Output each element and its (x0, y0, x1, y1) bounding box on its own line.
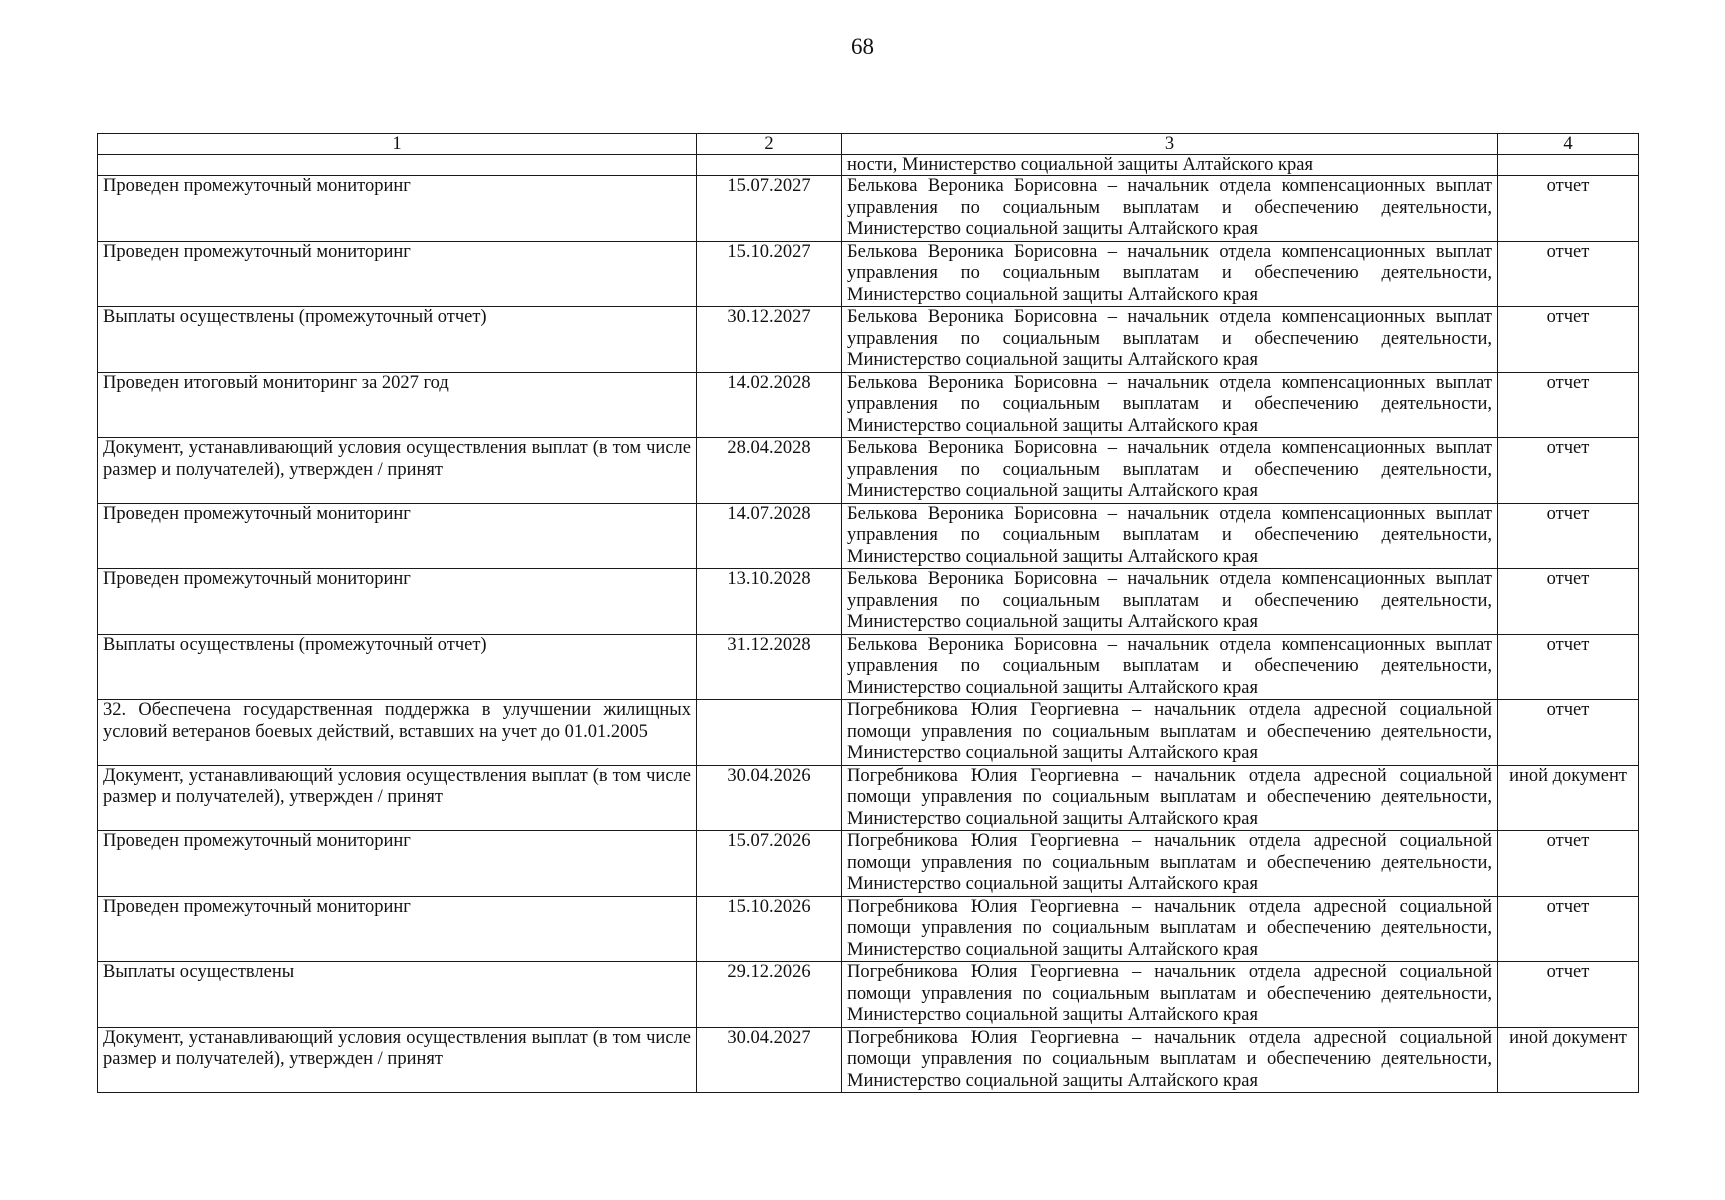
cell-doc-type: отчет (1498, 438, 1639, 504)
cell-doc-type: отчет (1498, 241, 1639, 307)
cell-responsible: Белькова Вероника Борисовна – начальник отдела компенсационных выплат управления по социальным выплатам и обеспечению деятельности, Министерство социальной защиты Алтайского края (842, 372, 1498, 438)
cell-responsible: Погребникова Юлия Георгиевна – начальник отдела адресной социальной помощи управления по социальным выплатам и обеспечению деятельности, Министерство социальной защиты Алтайского края (842, 765, 1498, 831)
schedule-table (97, 133, 1639, 1093)
cell-doc-type: отчет (1498, 372, 1639, 438)
cell-result: Документ, устанавливающий условия осуществления выплат (в том числе размер и получателей), утвержден / принят (98, 765, 697, 831)
table-row (98, 569, 1639, 635)
cell-responsible: ности, Министерство социальной защиты Алтайского края (842, 155, 1498, 176)
page-number: 68 (851, 34, 874, 59)
continuation-row (98, 155, 1639, 176)
cell-date: 28.04.2028 (697, 438, 842, 504)
table-row (98, 176, 1639, 242)
cell-responsible: Погребникова Юлия Георгиевна – начальник отдела адресной социальной помощи управления по социальным выплатам и обеспечению деятельности, Министерство социальной защиты Алтайского края (842, 700, 1498, 766)
table-row (98, 634, 1639, 700)
table-row (98, 765, 1639, 831)
table-header (98, 134, 1639, 155)
cell-doc-type: отчет (1498, 831, 1639, 897)
cell-date: 14.07.2028 (697, 503, 842, 569)
cell-responsible: Белькова Вероника Борисовна – начальник отдела компенсационных выплат управления по социальным выплатам и обеспечению деятельности, Министерство социальной защиты Алтайского края (842, 569, 1498, 635)
cell-doc-type: отчет (1498, 962, 1639, 1028)
cell-responsible: Погребникова Юлия Георгиевна – начальник отдела адресной социальной помощи управления по социальным выплатам и обеспечению деятельности, Министерство социальной защиты Алтайского края (842, 962, 1498, 1028)
cell-doc-type: отчет (1498, 503, 1639, 569)
cell-result: Проведен итоговый мониторинг за 2027 год (98, 372, 697, 438)
cell-date (697, 155, 842, 176)
cell-date: 15.10.2027 (697, 241, 842, 307)
cell-date: 29.12.2026 (697, 962, 842, 1028)
cell-result: Проведен промежуточный мониторинг (98, 176, 697, 242)
table-row (98, 1027, 1639, 1093)
table-row (98, 700, 1639, 766)
cell-responsible: Белькова Вероника Борисовна – начальник отдела компенсационных выплат управления по социальным выплатам и обеспечению деятельности, Министерство социальной защиты Алтайского края (842, 176, 1498, 242)
cell-date: 31.12.2028 (697, 634, 842, 700)
column-header: 1 (98, 134, 697, 155)
cell-doc-type (1498, 155, 1639, 176)
cell-responsible: Белькова Вероника Борисовна – начальник отдела компенсационных выплат управления по социальным выплатам и обеспечению деятельности, Министерство социальной защиты Алтайского края (842, 241, 1498, 307)
cell-responsible: Белькова Вероника Борисовна – начальник отдела компенсационных выплат управления по социальным выплатам и обеспечению деятельности, Министерство социальной защиты Алтайского края (842, 438, 1498, 504)
cell-date: 15.10.2026 (697, 896, 842, 962)
cell-date: 13.10.2028 (697, 569, 842, 635)
cell-date: 15.07.2026 (697, 831, 842, 897)
header-row (98, 134, 1639, 155)
cell-result: Проведен промежуточный мониторинг (98, 569, 697, 635)
cell-doc-type: отчет (1498, 176, 1639, 242)
cell-responsible: Белькова Вероника Борисовна – начальник отдела компенсационных выплат управления по социальным выплатам и обеспечению деятельности, Министерство социальной защиты Алтайского края (842, 307, 1498, 373)
cell-date: 30.12.2027 (697, 307, 842, 373)
cell-doc-type: иной документ (1498, 1027, 1639, 1093)
cell-result: Документ, устанавливающий условия осуществления выплат (в том числе размер и получателей), утвержден / принят (98, 1027, 697, 1093)
table-row (98, 372, 1639, 438)
table-row (98, 503, 1639, 569)
cell-date: 30.04.2026 (697, 765, 842, 831)
cell-responsible: Белькова Вероника Борисовна – начальник отдела компенсационных выплат управления по социальным выплатам и обеспечению деятельности, Министерство социальной защиты Алтайского края (842, 634, 1498, 700)
table-row (98, 962, 1639, 1028)
table-row (98, 438, 1639, 504)
cell-result: Проведен промежуточный мониторинг (98, 831, 697, 897)
cell-doc-type: отчет (1498, 896, 1639, 962)
table-row (98, 307, 1639, 373)
table-body (98, 155, 1639, 1093)
column-header: 2 (697, 134, 842, 155)
cell-result (98, 155, 697, 176)
cell-result: Выплаты осуществлены (промежуточный отчет) (98, 307, 697, 373)
cell-result: Проведен промежуточный мониторинг (98, 503, 697, 569)
table-row (98, 241, 1639, 307)
column-header: 3 (842, 134, 1498, 155)
cell-responsible: Погребникова Юлия Георгиевна – начальник отдела адресной социальной помощи управления по социальным выплатам и обеспечению деятельности, Министерство социальной защиты Алтайского края (842, 831, 1498, 897)
cell-result: Выплаты осуществлены (промежуточный отчет) (98, 634, 697, 700)
cell-responsible: Погребникова Юлия Георгиевна – начальник отдела адресной социальной помощи управления по социальным выплатам и обеспечению деятельности, Министерство социальной защиты Алтайского края (842, 896, 1498, 962)
cell-result: Документ, устанавливающий условия осуществления выплат (в том числе размер и получателей), утвержден / принят (98, 438, 697, 504)
cell-date: 14.02.2028 (697, 372, 842, 438)
cell-result: 32. Обеспечена государственная поддержка в улучшении жилищных условий ветеранов боевых действий, вставших на учет до 01.01.2005 (98, 700, 697, 766)
cell-doc-type: отчет (1498, 700, 1639, 766)
cell-doc-type: иной документ (1498, 765, 1639, 831)
cell-result: Проведен промежуточный мониторинг (98, 241, 697, 307)
cell-date: 30.04.2027 (697, 1027, 842, 1093)
cell-result: Выплаты осуществлены (98, 962, 697, 1028)
cell-date (697, 700, 842, 766)
cell-result: Проведен промежуточный мониторинг (98, 896, 697, 962)
cell-date: 15.07.2027 (697, 176, 842, 242)
column-header: 4 (1498, 134, 1639, 155)
cell-doc-type: отчет (1498, 634, 1639, 700)
cell-responsible: Белькова Вероника Борисовна – начальник отдела компенсационных выплат управления по социальным выплатам и обеспечению деятельности, Министерство социальной защиты Алтайского края (842, 503, 1498, 569)
cell-doc-type: отчет (1498, 307, 1639, 373)
table-row (98, 831, 1639, 897)
cell-responsible: Погребникова Юлия Георгиевна – начальник отдела адресной социальной помощи управления по социальным выплатам и обеспечению деятельности, Министерство социальной защиты Алтайского края (842, 1027, 1498, 1093)
cell-doc-type: отчет (1498, 569, 1639, 635)
table-row (98, 896, 1639, 962)
